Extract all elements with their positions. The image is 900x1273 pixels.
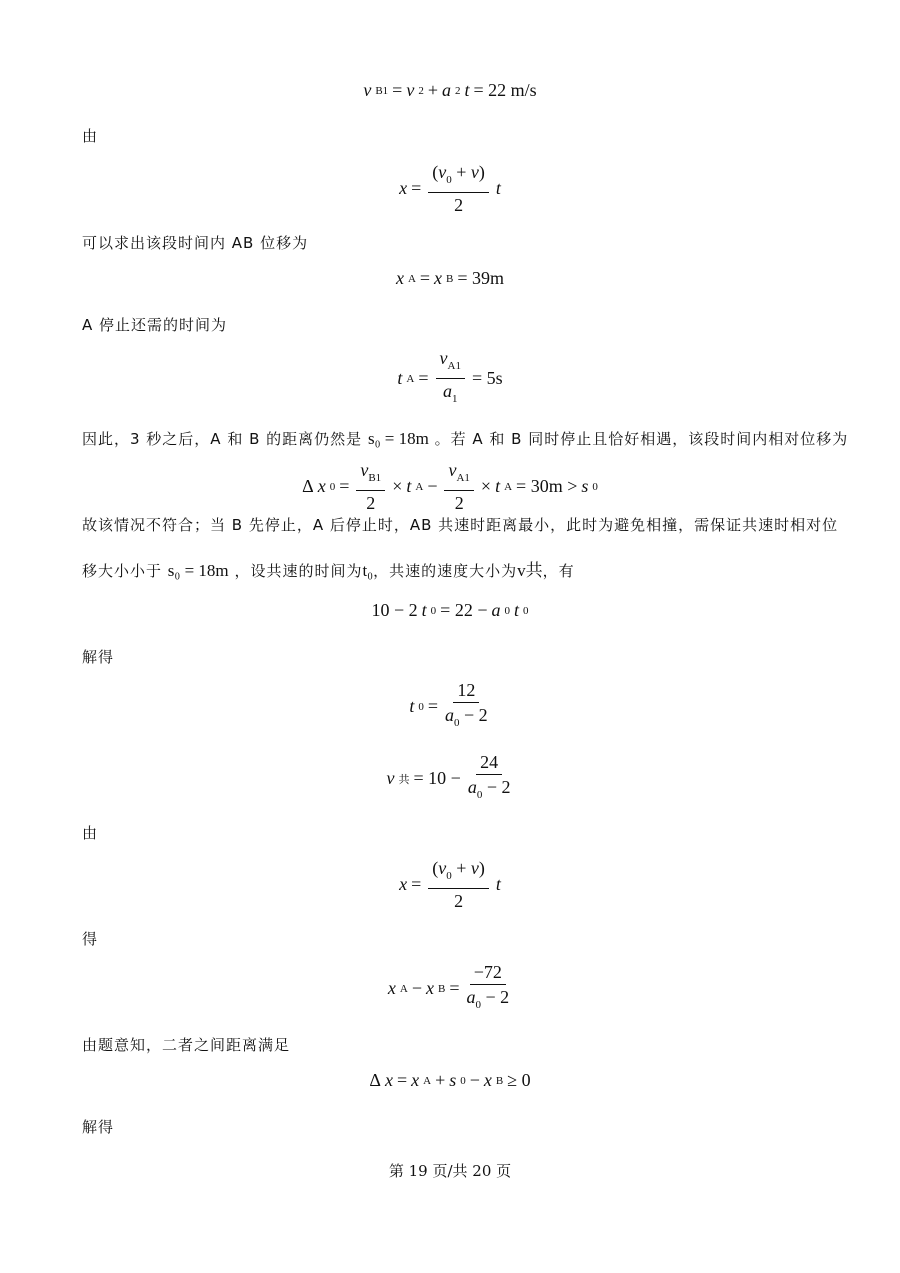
- equation-vb1: v B1 = v 2 + a 2 t = 22 m/s: [363, 80, 537, 100]
- equation-displacement-2: x = $\frac{(v_0 + v)}{2}$ t: [399, 858, 501, 911]
- text-you-1: 由: [82, 127, 99, 145]
- equation-xa-minus-xb: x A − x B = $\frac{-72}{a_0 - 2}$: [387, 962, 510, 1011]
- text-ab-displacement: 可以求出该段时间内 AB 位移为: [82, 234, 309, 252]
- text-solve-1: 解得: [82, 648, 115, 666]
- equation-delta-x: Δ x = x A + s 0 − x B ≥ 0: [369, 1070, 531, 1090]
- page-footer: 第 19 页/共 20 页: [388, 1162, 512, 1180]
- equation-ta: t A = $\frac{v_{A1}}{a_1}$ = 5s: [397, 348, 503, 405]
- equation-xa-xb: x A = x B = 39m: [395, 268, 505, 288]
- text-solve-2: 解得: [82, 1118, 115, 1136]
- text-condition: 由题意知，二者之间距离满足: [82, 1036, 291, 1054]
- equation-displacement: x = $\frac{(v_0 + v)}{2}$ t: [399, 162, 501, 215]
- text-a-stop-time: A 停止还需的时间为: [82, 316, 228, 334]
- text-de: 得: [82, 930, 99, 948]
- text-you-2: 由: [82, 824, 99, 842]
- equation-t0: t 0 = $\frac{12}{a_0 - 2}$: [409, 680, 488, 729]
- equation-v-common: v 共 = 10 − $\frac{24}{a_0 - 2}$: [386, 752, 511, 801]
- equation-common-speed: 10 − 2 t 0 = 22 − a 0 t 0: [371, 600, 529, 620]
- text-common-speed: 移大小小于 s₀ = 18m ，设共速的时间为t₀，共速的速度大小为v共，有: [82, 561, 575, 580]
- equation-delta-x0: Δ x 0 = $\frac{v_{B1}}{2}$ × t A − $\frac{v_{A1}}{2}$ × t A = 30m > s 0: [302, 460, 598, 513]
- text-case-analysis: 故该情况不符合；当 B 先停止，A 后停止时，AB 共速时距离最小，此时为避免相撞，需保证共速时相对位: [82, 516, 839, 534]
- text-distance-remains: 因此，3 秒之后，A 和 B 的距离仍然是 s₀ = 18m 。若 A 和 B 同时停止且恰好相遇，该段时间内相对位移为: [82, 429, 849, 448]
